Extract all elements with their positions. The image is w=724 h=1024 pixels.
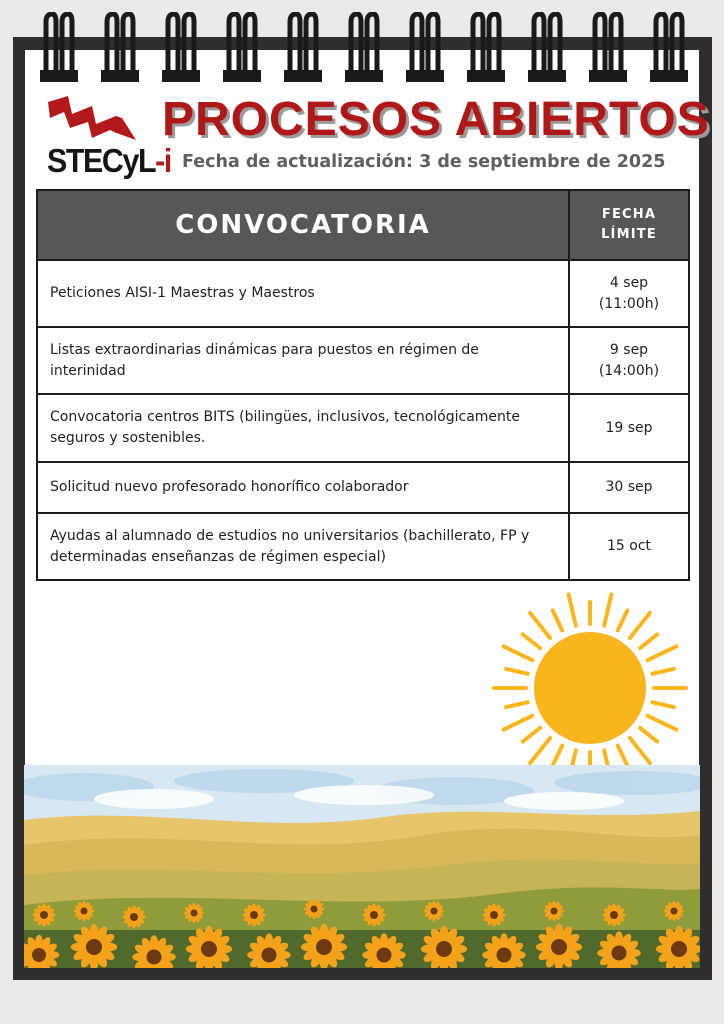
processes-table <box>36 189 690 581</box>
cell-fecha-time: (14:00h) <box>598 362 660 379</box>
logo-text <box>47 142 171 180</box>
sun-ray <box>530 613 550 638</box>
table-row <box>37 462 689 513</box>
binding-ring-icon <box>99 12 143 84</box>
header-fecha-line1: FECHA <box>601 207 657 222</box>
cell-fecha-day: 4 sep <box>609 274 649 291</box>
cell-convocatoria: Solicitud nuevo profesorado honorífico colaborador <box>37 462 569 513</box>
page-title: PROCESOS ABIERTOS <box>162 93 710 146</box>
binding-ring-icon <box>282 12 326 84</box>
table-row <box>37 260 689 327</box>
binding-ring-icon <box>465 12 509 84</box>
sun-ray <box>618 746 628 766</box>
cell-fecha <box>569 260 689 327</box>
cell-convocatoria: Listas extraordinarias dinámicas para puestos en régimen de interinidad <box>37 327 569 394</box>
table-row <box>37 513 689 580</box>
sun-ray <box>640 728 657 742</box>
sun-ray <box>652 669 673 674</box>
sun-ray <box>530 738 550 763</box>
logo-text-suffix: -i <box>155 142 171 179</box>
header-convocatoria <box>37 190 569 260</box>
sun-ray <box>652 702 673 707</box>
binding-ring-icon <box>648 12 692 84</box>
header-convocatoria-label: CONVOCATORIA <box>175 210 431 240</box>
binding-ring-icon <box>587 12 631 84</box>
sun-ray <box>618 611 628 631</box>
cell-convocatoria: Convocatoria centros BITS (bilingües, inclusivos, tecnológicamente seguros y sostenibles. <box>37 394 569 462</box>
sun-ray <box>640 634 657 648</box>
sun-ray <box>553 746 563 766</box>
sun-icon <box>488 592 688 792</box>
cell-fecha-time: (11:00h) <box>598 295 660 312</box>
table-row <box>37 327 689 394</box>
table-row <box>37 394 689 462</box>
sun-ray <box>506 669 527 674</box>
sun-ray <box>604 594 611 625</box>
binding-ring-icon <box>38 12 82 84</box>
sun-ray <box>553 611 563 631</box>
cell-fecha-day: 19 sep <box>605 419 653 436</box>
logo-text-main: STECyL <box>47 142 156 179</box>
binding-ring-icon <box>221 12 265 84</box>
header-fecha-line2: LÍMITE <box>601 227 657 242</box>
header-fecha-limite <box>569 190 689 260</box>
sun-ray <box>506 702 527 707</box>
sun-ray <box>504 716 533 730</box>
table-header-row <box>37 190 689 260</box>
cell-convocatoria: Ayudas al alumnado de estudios no universitarios (bachillerato, FP y determinadas enseñanzas de régimen especial) <box>37 513 569 580</box>
cell-fecha-day: 15 oct <box>606 538 652 554</box>
sun-ray <box>523 728 540 742</box>
sun-ray <box>504 646 533 660</box>
binding-ring-icon <box>526 12 570 84</box>
cell-fecha <box>569 462 689 513</box>
sun-ray <box>569 594 576 625</box>
cell-fecha <box>569 327 689 394</box>
logo-bolt-icon <box>44 96 139 146</box>
update-date: Fecha de actualización: 3 de septiembre de 2025 <box>182 152 666 172</box>
sun-ray <box>630 613 650 638</box>
binding-ring-icon <box>404 12 448 84</box>
sun-ray <box>648 646 677 660</box>
sun-disc <box>534 632 646 744</box>
cell-fecha-day: 30 sep <box>605 479 653 495</box>
sunflower-field-illustration <box>24 765 700 968</box>
cell-fecha-day: 9 sep <box>609 341 649 358</box>
sun-ray <box>648 716 677 730</box>
sun-ray <box>523 634 540 648</box>
sun-ray <box>630 738 650 763</box>
binding-ring-icon <box>343 12 387 84</box>
binding-ring-icon <box>160 12 204 84</box>
cell-convocatoria: Peticiones AISI-1 Maestras y Maestros <box>37 260 569 327</box>
cell-fecha <box>569 394 689 462</box>
cell-fecha <box>569 513 689 580</box>
